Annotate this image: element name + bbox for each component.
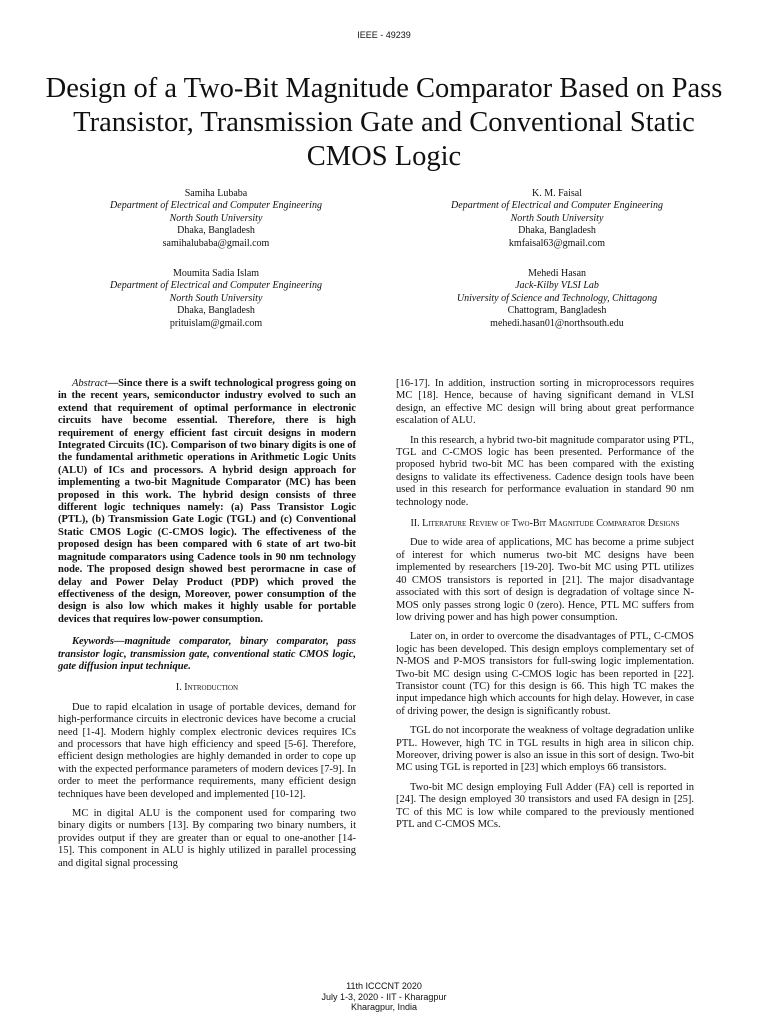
author-name: K. M. Faisal	[532, 188, 582, 199]
author-location: Dhaka, Bangladesh	[518, 225, 596, 237]
paragraph: Two-bit MC design employing Full Adder (FA) cell is reported in [24]. The design employed 30 transistors and used FA design in [25]. TC of this MC is low while compared to the previously mentioned PTL and C-CMOS MCs.	[396, 781, 694, 830]
paragraph: Due to wide area of applications, MC has become a prime subject of interest for which numerus two-bit MC designs have been implemented by researchers [19-20]. Two-bit MC using PTL utilizes 40 CMOS transistors is reported in [21]. The major disadvantage associated with this sort of design is degradation of voltage since N-MOS only passes strong logic 0 (zero). Hence, PTL MC suffers from low driving power and has high power consumption.	[396, 537, 694, 623]
section-heading-literature-review: II. Literature Review of Two-Bit Magnitude Comparator Designs	[410, 518, 680, 530]
author-university: North South University	[169, 292, 263, 304]
conference-footer	[0, 981, 768, 1013]
author-location: Dhaka, Bangladesh	[177, 305, 255, 317]
author-block-1	[56, 188, 376, 250]
section-heading-introduction: I. Introduction	[175, 682, 239, 694]
left-column	[58, 378, 356, 877]
author-location: Chattogram, Bangladesh	[507, 305, 607, 317]
author-name: Mehedi Hasan	[527, 268, 587, 279]
paragraph: TGL do not incorporate the weakness of voltage degradation unlike PTL. However, high TC in TGL results in high area in silicon chip. Moreover, driving power is also an issue in this sort of design. Two-bit MC using TGL is reported in [23] which employs 66 transistors.	[396, 725, 694, 774]
author-university: North South University	[169, 212, 263, 224]
author-name: Moumita Sadia Islam	[172, 268, 260, 279]
paragraph: [16-17]. In addition, instruction sorting in microprocessors requires MC [18]. Hence, because of having significant demand in VLSI design, an effective MC design will bring about great performance escalation of ALU.	[396, 378, 694, 427]
keywords-label: Keywords	[72, 636, 114, 648]
paper-title: Design of a Two-Bit Magnitude Comparator Based on Pass Transistor, Transmission Gate and Conventional Static CMOS Logic	[45, 73, 723, 172]
author-university: North South University	[510, 212, 604, 224]
author-block-2	[397, 188, 717, 250]
right-column	[396, 378, 694, 838]
author-dept: Department of Electrical and Computer Engineering	[110, 280, 322, 292]
paragraph: Later on, in order to overcome the disadvantages of PTL, C-CMOS logic has been developed. This design employs complementary set of N-MOS and P-MOS transistors for full-swing logic implementation. Two-bit MC design using C-CMOS logic has been reported in [22]. Transistor count (TC) for this design is 66. This high TC makes the input impedance high which accounts for high delay. However, in case of driving power, the design is significantly robust.	[396, 631, 694, 717]
author-block-4	[397, 268, 717, 330]
author-name: Samiha Lubaba	[184, 188, 248, 199]
abstract-label: Abstract	[72, 378, 108, 389]
paragraph: In this research, a hybrid two-bit magnitude comparator using PTL, TGL and C-CMOS logic has been presented. Performance of the proposed hybrid two-bit MC has been compared with the existing designs to validate its effectiveness. Cadence design tools have been used in this research for performance evaluation in standard 90 nm technology node.	[396, 434, 694, 508]
author-email: prituislam@gmail.com	[169, 317, 263, 329]
footer-line: Kharagpur, India	[350, 1002, 418, 1012]
conference-id: IEEE - 49239	[357, 30, 411, 40]
author-block-3	[56, 268, 376, 330]
abstract-text: —Since there is a swift technological progress going on in the recent years, semiconductor industry evolved to such an extend that requirement of optimal performance in electronic circuits have become essential. Therefore, there is high requirement of energy efficient fast circuit designs in modern Integrated Circuits (IC). Comparison of two binary digits is one of the fundamental arithmetic operations in Arithmetic Logic Units (ALU) of ICs and processors. A hybrid design approach for implementing a two-bit Magnitude Comparator (MC) has been proposed in this work. The hybrid design consists of three different logic techniques namely: (a) Pass Transistor Logic (PTL), (b) Transmission Gate Logic (TGL) and (c) Conventional Static CMOS Logic (C-CMOS logic). The effectiveness of the proposed design has been compared with 6 state of art two-bit magnitude comparators using Cadence tools in 90 nm technology node. The proposed design showed best perormacne in case of delay and Power Delay Product (PDP) which proved the effectiveness of the design, Moreover, power consumption of the design is also low which makes it highly usable for portable devices that requires low-power consumption.	[58, 378, 356, 625]
author-email: samihalubaba@gmail.com	[162, 237, 270, 249]
author-dept: Department of Electrical and Computer Engineering	[451, 200, 663, 212]
author-dept: Jack-Kilby VLSI Lab	[515, 280, 599, 292]
keywords-text: —magnitude comparator, binary comparator, pass transistor logic, transmission gate, conventional static CMOS logic, gate diffusion input technique.	[58, 636, 356, 672]
author-university: University of Science and Technology, Chittagong	[456, 292, 658, 304]
author-dept: Department of Electrical and Computer Engineering	[110, 200, 322, 212]
author-email: kmfaisal63@gmail.com	[508, 237, 606, 249]
paragraph: MC in digital ALU is the component used for comparing two binary digits or numbers [13]. By comparing two binary numbers, it provides output if they are greater than or equal to one-another [14-15]. This component in ALU is highly utilized in parallel processing and digital signal processing	[58, 808, 356, 869]
paragraph: Due to rapid elcalation in usage of portable devices, demand for high-performance circuits in electronic devices have become a crucial need [1-4]. Modern highly complex electronic devices requires ICs and processors that have high efficiency and speed [5-6]. Therefore, efficient design methologies are highly demanded in order to cope up with the expected performance parameters of modern devices [7-9]. In order to meet the performance requirements, many efficient design techniques have been developed and implemented [10-12].	[58, 701, 356, 800]
keywords	[58, 636, 356, 673]
footer-line: July 1-3, 2020 - IIT - Kharagpur	[321, 991, 447, 1002]
footer-line: 11th ICCCNT 2020	[346, 981, 422, 991]
author-location: Dhaka, Bangladesh	[177, 225, 255, 237]
abstract	[58, 378, 356, 626]
author-email: mehedi.hasan01@northsouth.edu	[490, 317, 624, 329]
